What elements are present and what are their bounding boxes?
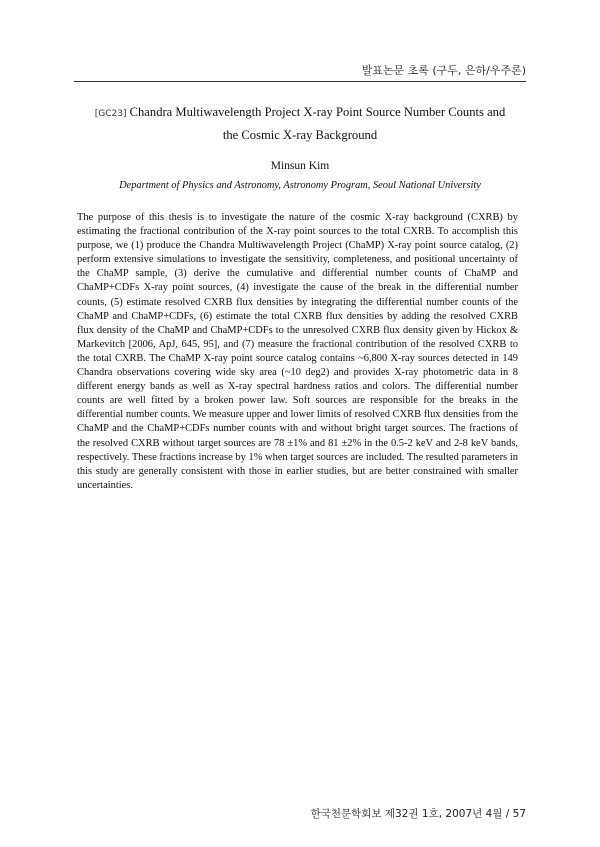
author-affiliation: Department of Physics and Astronomy, Astronomy Program, Seoul National University — [119, 180, 481, 191]
paper-title — [70, 102, 530, 146]
journal-citation: 한국천문학회보 제32권 1호, 2007년 4월 / 57 — [310, 808, 526, 820]
author-name: Minsun Kim — [270, 160, 330, 172]
abstract-text: The purpose of this thesis is to investigate the nature of the cosmic X-ray background (CXRB) by estimating the fractional contribution of the X-ray point sources to the total CXRB. To accomplish this purpose, we (1) produce the Chandra Multiwavelength Project (ChaMP) X-ray point source catalog, (2) perform extensive simulations to investigate the sensitivity, completeness, and positional uncertainty of the ChaMP sample, (3) derive the cumulative and differential number counts of ChaMP and ChaMP+CDFs X-ray point sources, (4) investigate the cause of the break in the differential number counts, (5) estimate resolved CXRB flux densities by integrating the differential number counts of the ChaMP and ChaMP+CDFs, (6) estimate the total CXRB flux densities by adding the resolved CXRB flux density of the ChaMP and ChaMP+CDFs to the unresolved CXRB flux density given by Hickox & Markevitch [2006, ApJ, 645, 95], and (7) measure the fractional contribution of the resolved CXRB to the total CXRB. The ChaMP X-ray point source catalog contains ~6,800 X-ray sources detected in 149 Chandra observations covering wide sky area (~10 deg2) and provides X-ray photometric data in 8 different energy bands as well as X-ray spectral hardness ratios and colors. The differential number counts are well fitted by a broken power law. Soft sources are responsible for the breaks in the differential number counts. We measure upper and lower limits of resolved CXRB flux densities from the ChaMP and the ChaMP+CDFs number counts with and without bright target sources. The fractions of the resolved CXRB without target sources are 78 ±1% and 81 ±2% in the 0.5-2 keV and 2-8 keV bands, respectively. These fractions increase by 1% when target sources are included. The resulted parameters in this study are generally consistent with those in earlier studies, but are better constrained with smaller uncertainties. — [77, 212, 518, 491]
header-rule — [74, 81, 526, 82]
paper-code: [GC23] — [94, 109, 127, 119]
title-line-1: Chandra Multiwavelength Project X-ray Point Source Number Counts and — [129, 105, 506, 119]
title-line-2: the Cosmic X-ray Background — [222, 128, 378, 142]
section-label: 발표논문 초록 (구두, 은하/우주론) — [361, 64, 526, 77]
